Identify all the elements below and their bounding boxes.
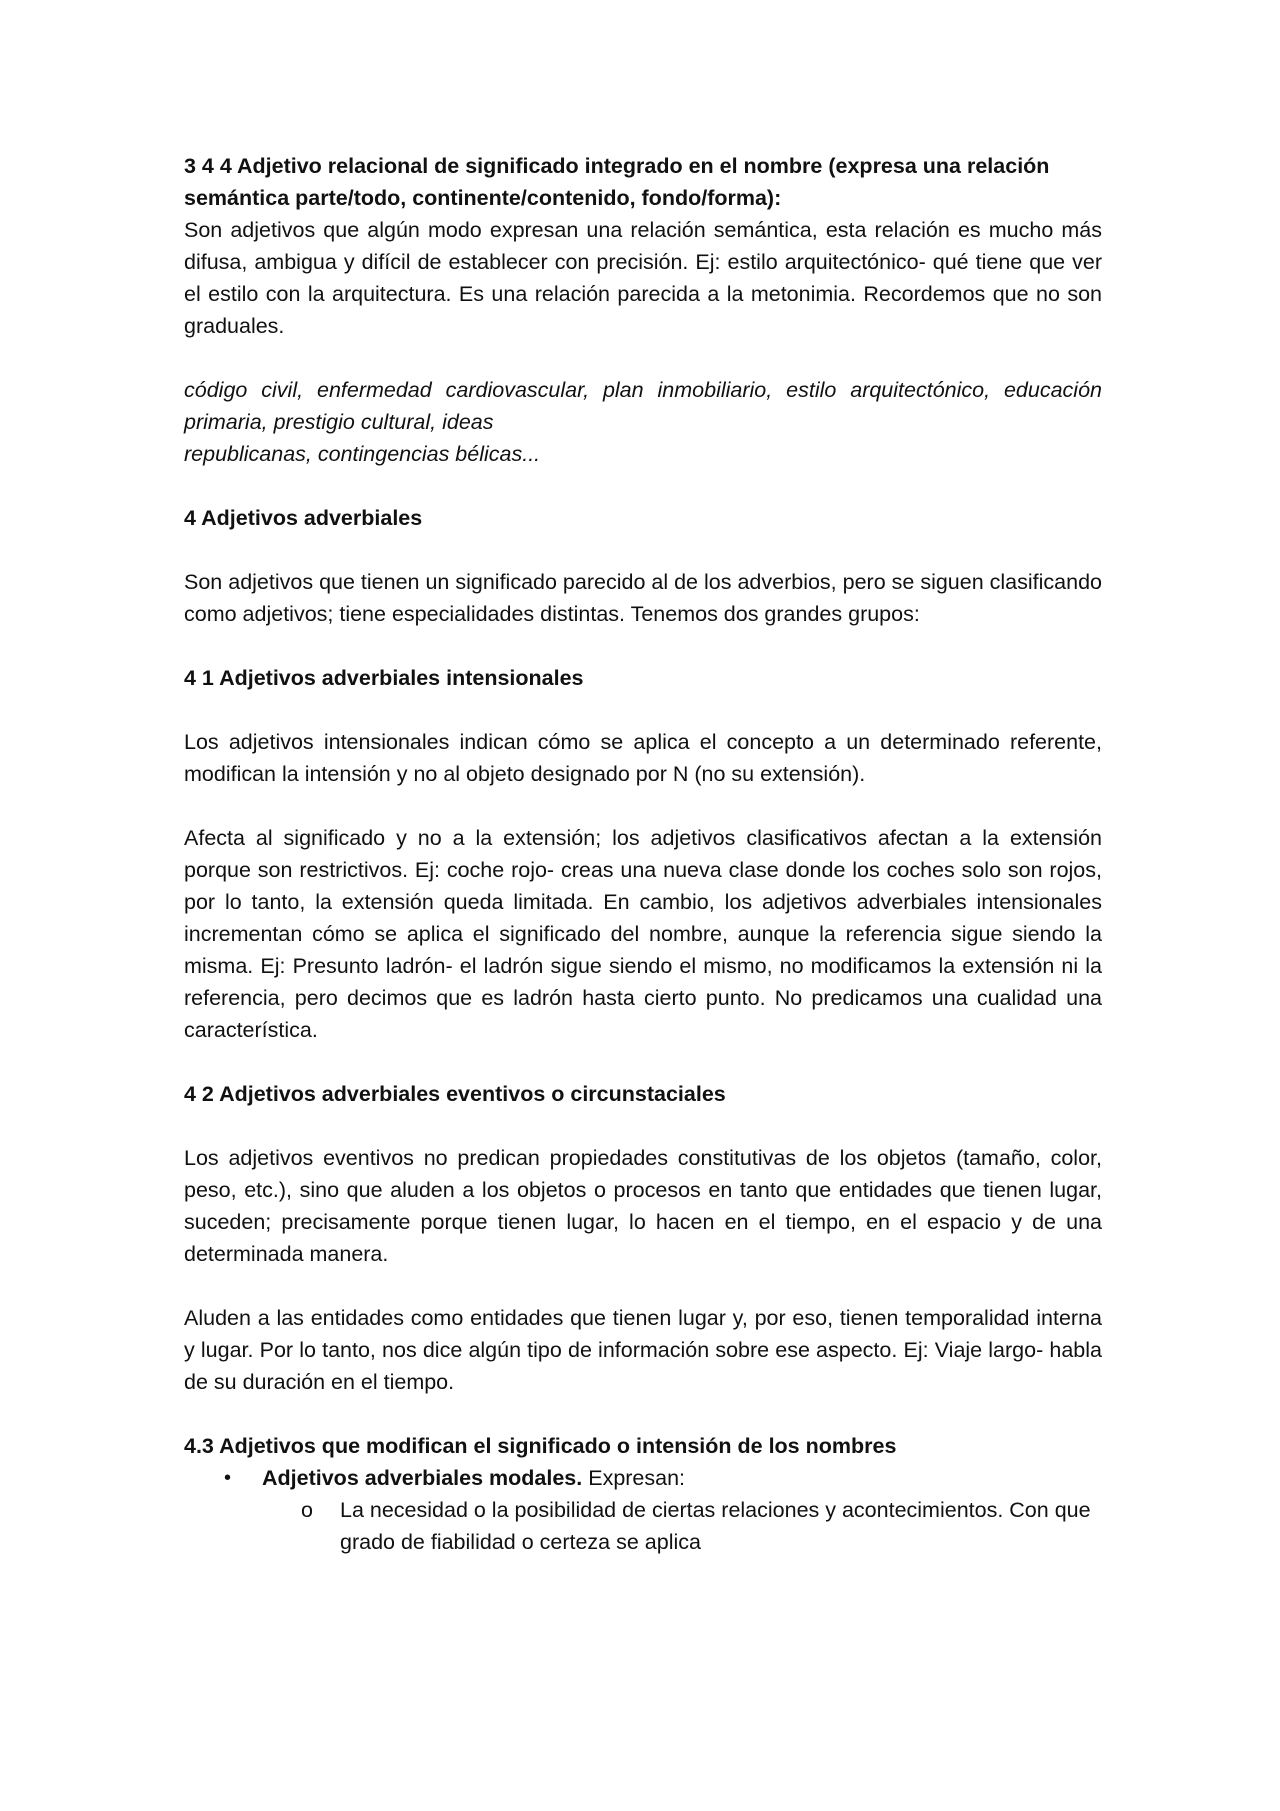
sub-bullet-icon: o xyxy=(301,1498,313,1522)
list-item-text: Expresan: xyxy=(582,1466,686,1490)
section-4-1-paragraph-1: Los adjetivos intensionales indican cómo se aplica el concepto a un determinado referente, modifican la intensión y no al objeto designado por N (no su extensión). xyxy=(184,730,1102,786)
section-heading-4-1: 4 1 Adjetivos adverbiales intensionales xyxy=(184,666,584,690)
list-item-term: Adjetivos adverbiales modales. xyxy=(262,1466,583,1490)
section-4-body: Son adjetivos que tienen un significado parecido al de los adverbios, pero se siguen clasificando como adjetivos; tiene especialidades distintas. Tenemos dos grandes grupos: xyxy=(184,570,1102,626)
section-4-2-paragraph-1: Los adjetivos eventivos no predican propiedades constitutivas de los objetos (tamaño, color, peso, etc.), sino que aluden a los objetos o procesos en tanto que entidades que tienen lugar, suceden; precisamente porque tienen lugar, lo hacen en el tiempo, en el espacio y de una determinada manera. xyxy=(184,1146,1102,1266)
section-4-1-paragraph-2: Afecta al significado y no a la extensión; los adjetivos clasificativos afectan a la extensión porque son restrictivos. Ej: coche rojo- creas una nueva clase donde los coches solo son rojos, por lo tanto, la extensión queda limitada. En cambio, los adjetivos adverbiales intensionales incrementan cómo se aplica el significado del nombre, aunque la referencia sigue siendo la misma. Ej: Presunto ladrón- el ladrón sigue siendo el mismo, no modificamos la extensión ni la referencia, pero decimos que es ladrón hasta cierto punto. No predicamos una cualidad una característica. xyxy=(184,826,1102,1042)
sub-list-item xyxy=(184,1494,1102,1558)
bullet-list xyxy=(184,1462,1102,1558)
section-4-2-paragraph-2: Aluden a las entidades como entidades que tienen lugar y, por eso, tienen temporalidad interna y lugar. Por lo tanto, nos dice algún tipo de información sobre ese aspecto. Ej: Viaje largo- habla de su duración en el tiempo. xyxy=(184,1306,1102,1394)
document-page xyxy=(184,150,1102,1558)
section-heading-4-3: 4.3 Adjetivos que modifican el significado o intensión de los nombres xyxy=(184,1434,897,1458)
bullet-icon: • xyxy=(224,1467,232,1489)
sub-list-item-text: La necesidad o la posibilidad de ciertas relaciones y acontecimientos. Con que grado de fiabilidad o certeza se aplica xyxy=(340,1498,1091,1554)
list-item xyxy=(184,1462,1102,1494)
section-heading-3-4-4: 3 4 4 Adjetivo relacional de significado integrado en el nombre (expresa una relación semántica parte/todo, continente/contenido, fondo/forma): xyxy=(184,154,1050,210)
section-heading-4-2: 4 2 Adjetivos adverbiales eventivos o circunstaciales xyxy=(184,1082,726,1106)
section-3-4-4-body: Son adjetivos que algún modo expresan una relación semántica, esta relación es mucho más difusa, ambigua y difícil de establecer con precisión. Ej: estilo arquitectónico- qué tiene que ver el estilo con la arquitectura. Es una relación parecida a la metonimia. Recordemos que no son graduales. xyxy=(184,218,1102,338)
examples-line-2: republicanas, contingencias bélicas... xyxy=(184,442,541,466)
section-heading-4: 4 Adjetivos adverbiales xyxy=(184,506,423,530)
examples-line-1: código civil, enfermedad cardiovascular, plan inmobiliario, estilo arquitectónico, educación primaria, prestigio cultural, ideas xyxy=(184,378,1102,434)
